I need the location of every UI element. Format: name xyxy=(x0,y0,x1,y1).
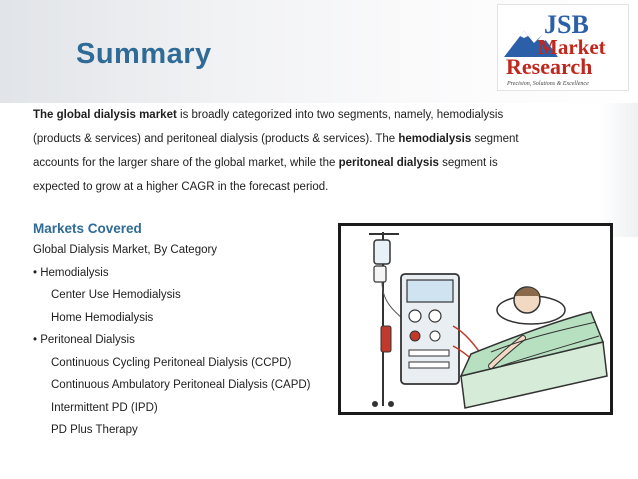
dialysis-patient-illustration xyxy=(338,223,613,415)
summary-line-4: expected to grow at a higher CAGR in the forecast period. xyxy=(33,181,329,193)
summary-bold-hemodialysis: hemodialysis xyxy=(398,133,472,145)
market-subitem-center-use: Center Use Hemodialysis xyxy=(51,289,181,301)
summary-line-1: The global dialysis market is broadly categorized into two segments, namely, hemodialysis xyxy=(33,109,504,121)
logo-tagline: Precision, Solutions & Excellence xyxy=(507,81,589,87)
market-subitem-capd: Continuous Ambulatory Peritoneal Dialysis (CAPD) xyxy=(51,379,311,391)
company-logo xyxy=(497,4,629,91)
markets-covered-section xyxy=(33,219,333,442)
logo-text-research: Research xyxy=(506,54,593,79)
market-subitem-ccpd: Continuous Cycling Peritoneal Dialysis (CCPD) xyxy=(51,356,292,369)
logo-text-jsb: JSB xyxy=(544,10,589,39)
market-item-category: Global Dialysis Market, By Category xyxy=(33,244,218,256)
market-subitem-ipd: Intermittent PD (IPD) xyxy=(51,401,158,414)
decorative-shade xyxy=(600,103,638,237)
market-subitem-pd-plus: PD Plus Therapy xyxy=(51,424,138,436)
summary-line-3: accounts for the larger share of the global market, while the peritoneal dialysis segment is xyxy=(33,157,498,169)
market-item-peritoneal: • Peritoneal Dialysis xyxy=(33,334,135,346)
logo-text-market: Market xyxy=(538,35,606,59)
summary-paragraph xyxy=(33,103,598,199)
summary-bold-market: The global dialysis market xyxy=(33,109,177,121)
slide-title: Summary xyxy=(76,38,212,70)
market-item-hemodialysis: • Hemodialysis xyxy=(33,266,109,279)
market-subitem-home: Home Hemodialysis xyxy=(51,311,154,324)
summary-bold-peritoneal: peritoneal dialysis xyxy=(338,157,439,169)
markets-heading: Markets Covered xyxy=(33,221,142,236)
summary-line-2: (products & services) and peritoneal dialysis (products & services). The hemodialysis segment xyxy=(33,133,519,145)
